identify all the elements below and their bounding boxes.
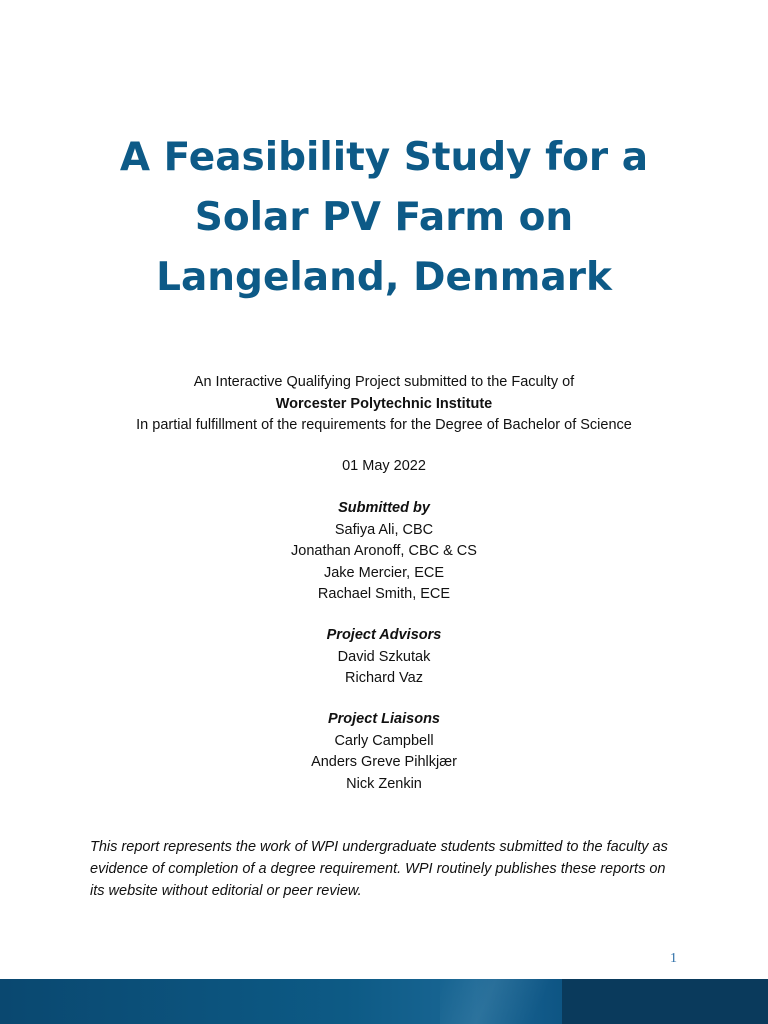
footer-band xyxy=(0,979,768,1024)
title-line-2: Solar PV Farm on xyxy=(194,195,574,240)
document-title xyxy=(0,128,768,308)
title-line-1: A Feasibility Study for a xyxy=(119,135,649,180)
submitted-by-heading: Submitted by xyxy=(338,500,430,516)
liaison-name: Anders Greve Pihlkjær xyxy=(311,754,457,770)
advisor-name: Richard Vaz xyxy=(345,670,423,686)
footer-dark-block xyxy=(562,979,768,1024)
submission-statement xyxy=(0,372,768,437)
liaisons-section xyxy=(0,709,768,795)
liaison-name: Nick Zenkin xyxy=(346,775,422,792)
advisors-heading: Project Advisors xyxy=(326,627,442,643)
author-name: Jonathan Aronoff, CBC & CS xyxy=(291,543,477,559)
footer-highlight xyxy=(440,979,560,1024)
submission-date xyxy=(0,456,768,478)
institution-name: Worcester Polytechnic Institute xyxy=(275,395,493,412)
title-line-3: Langeland, Denmark xyxy=(156,255,612,300)
disclaimer-text: This report represents the work of WPI undergraduate students submitted to the faculty as evidence of completion of a degree requirement. WPI routinely publishes these reports on its website without editorial or peer review. xyxy=(90,839,668,899)
liaison-name: Carly Campbell xyxy=(334,732,434,749)
liaisons-heading: Project Liaisons xyxy=(327,711,440,727)
author-name: Jake Mercier, ECE xyxy=(323,564,445,581)
submitted-by-section xyxy=(0,498,768,606)
page-number: 1 xyxy=(670,951,677,966)
author-name: Safiya Ali, CBC xyxy=(334,521,434,538)
degree-line: In partial fulfillment of the requirements for the Degree of Bachelor of Science xyxy=(136,417,632,433)
advisors-section xyxy=(0,625,768,690)
author-name: Rachael Smith, ECE xyxy=(317,586,451,602)
submission-line: An Interactive Qualifying Project submitted to the Faculty of xyxy=(193,374,575,390)
date-text: 01 May 2022 xyxy=(342,458,426,474)
advisor-name: David Szkutak xyxy=(337,648,431,665)
